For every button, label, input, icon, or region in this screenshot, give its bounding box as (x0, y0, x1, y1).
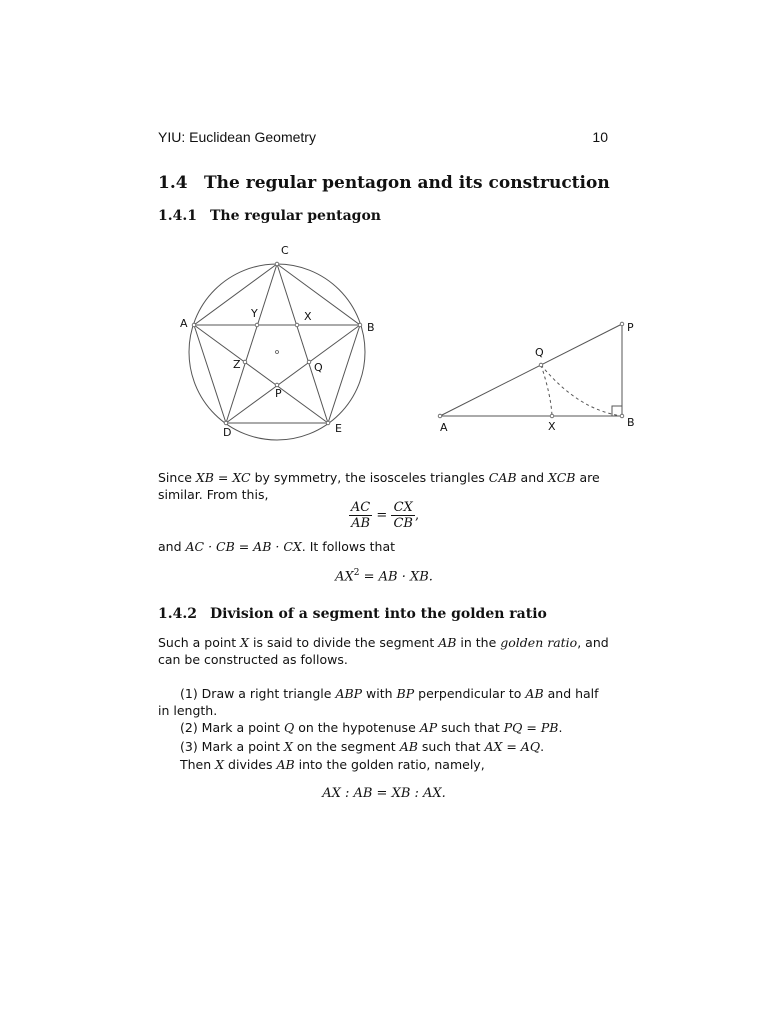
denominator-ab: AB (351, 516, 371, 531)
numerator-ac: AC (350, 500, 371, 515)
label-d: D (223, 426, 232, 439)
page-number: 10 (592, 129, 608, 145)
text-run: . (540, 739, 545, 754)
label-b: B (367, 321, 375, 334)
label-p2: P (627, 321, 634, 334)
text-run: by symmetry, the isosceles triangles (250, 470, 489, 485)
equation-golden-ratio: AX : AB = XB : AX. (322, 786, 446, 801)
subsection-number-1: 1.4.1 (158, 208, 197, 224)
math-x: X (215, 757, 225, 772)
subsection-title-2: Division of a segment into the golden ratio (210, 606, 547, 622)
math-product: AC · CB = AB · CX (185, 539, 302, 554)
running-title: YIU: Euclidean Geometry (158, 129, 316, 145)
label-a2: A (440, 421, 448, 434)
subsection-heading-1 (158, 208, 381, 224)
step-conclusion (180, 756, 610, 773)
fraction-right (391, 500, 415, 531)
equation-comma: , (414, 508, 420, 523)
fraction-left (349, 500, 372, 531)
label-x2: X (548, 420, 556, 433)
label-a: A (180, 317, 188, 330)
math-ab: AB (399, 739, 418, 754)
diagonal-ce (277, 264, 328, 423)
label-x: X (304, 310, 312, 323)
equals-sign: = (376, 508, 388, 523)
emphasis-golden-ratio: golden ratio (500, 635, 578, 650)
label-p: P (275, 387, 282, 400)
equation-ax-squared (158, 568, 610, 584)
math-q: Q (283, 720, 295, 735)
math-ab: AB (276, 757, 295, 772)
math-x: X (240, 635, 250, 650)
text-run: (3) Mark a point (180, 739, 284, 754)
text-run: Since (158, 470, 196, 485)
text-run: Such a point (158, 635, 241, 650)
math-rhs: = AB · XB. (359, 569, 433, 585)
text-run: on the hypotenuse (294, 720, 420, 735)
text-run: , and can be constructed as follows. (158, 635, 609, 667)
step-2 (180, 719, 610, 736)
label-z: Z (233, 358, 241, 371)
math-bp: BP (396, 686, 415, 701)
diagonal-cd (226, 264, 277, 423)
golden-ratio-figure (430, 316, 640, 438)
math-ap: AP (419, 720, 438, 735)
pentagon-figure (170, 238, 400, 443)
math-pq-pb: PQ = PB (503, 720, 559, 735)
text-run: and (158, 539, 186, 554)
equation-ratio (158, 500, 610, 531)
arc-pq-to-pb (541, 365, 622, 416)
paragraph-follows (158, 538, 610, 555)
text-run: is said to divide the segment (249, 635, 439, 650)
text-run: Then (180, 757, 216, 772)
text-run: and (516, 470, 549, 485)
running-head (158, 129, 608, 149)
text-run: such that (417, 739, 485, 754)
math-ab: AB (525, 686, 544, 701)
math-ax: AX (335, 569, 354, 585)
math-ab: AB (438, 635, 457, 650)
text-run: are similar. From this, (158, 470, 600, 502)
math-xcb: XCB (548, 470, 576, 485)
diagonal-bd (226, 325, 360, 423)
denominator-cb: CB (393, 516, 413, 531)
arc-aq-to-ax (541, 365, 552, 416)
text-run: divides (224, 757, 277, 772)
paragraph-symmetry (158, 469, 610, 503)
label-y: Y (251, 307, 258, 320)
text-run: into the golden ratio, namely, (294, 757, 485, 772)
text-run: (2) Mark a point (180, 720, 284, 735)
math-x: X (283, 739, 293, 754)
text-run: . (558, 720, 563, 735)
diagonal-ae (194, 325, 328, 423)
math-abp: ABP (335, 686, 363, 701)
section-title: The regular pentagon and its construction (204, 173, 610, 193)
text-run: perpendicular to (414, 686, 526, 701)
subsection-title-1: The regular pentagon (210, 208, 381, 224)
label-q: Q (314, 361, 323, 374)
math-xb-xc: XB = XC (195, 470, 251, 485)
label-b2: B (627, 416, 635, 429)
section-heading (158, 173, 610, 193)
text-run: and half in length. (158, 686, 599, 718)
text-run: with (362, 686, 397, 701)
label-c: C (281, 244, 289, 257)
subsection-heading-2 (158, 606, 547, 622)
text-run: in the (456, 635, 501, 650)
step-3 (180, 738, 610, 755)
label-e: E (335, 422, 342, 435)
text-run: such that (437, 720, 504, 735)
subsection-number-2: 1.4.2 (158, 606, 197, 622)
label-q2: Q (535, 346, 544, 359)
text-run: . It follows that (301, 539, 396, 554)
exponent: 2 (353, 568, 360, 578)
math-ax-aq: AX = AQ (484, 739, 541, 754)
text-run: (1) Draw a right triangle (180, 686, 336, 701)
numerator-cx: CX (391, 500, 415, 516)
section-number: 1.4 (158, 173, 188, 193)
text-run: on the segment (292, 739, 400, 754)
hypotenuse-ap (440, 324, 622, 416)
paragraph-golden-ratio (158, 634, 610, 668)
math-cab: CAB (488, 470, 517, 485)
step-1 (158, 685, 610, 719)
